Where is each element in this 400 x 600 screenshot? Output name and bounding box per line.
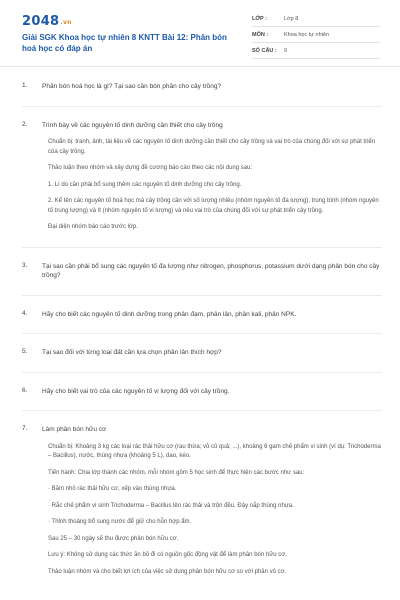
answer-paragraph: Chuẩn bị: Khoảng 3 kg các loại rác thải hữu cơ (rau thừa; vỏ củ quả; ...), khoảng 6 gam chế phẩm vi sinh (ví dụ: Trichoderma – Bacillus), nước, thùng nhựa (khoảng 5 L), dao, kéo. [48,443,381,459]
question-text: Hãy cho biết vai trò của các nguyên tố vi lượng đối với cây trồng. [42,387,230,395]
question-number: 2. [22,120,28,128]
answer-paragraph: Lưu ý: Không sử dụng các thức ăn bỏ đi có nguồn gốc động vật để làm phân bón hữu cơ. [48,552,287,558]
question-number: 3. [22,261,28,269]
header-divider [0,66,400,67]
question-item [22,348,382,373]
question-number: 4. [22,309,28,317]
logo-text: 2048 [22,14,60,29]
meta-row-subject [252,30,380,43]
question-answer [48,138,382,233]
question-item [22,262,382,296]
meta-label: MÔN : [252,32,269,38]
answer-paragraph: Sau 25 – 30 ngày sẽ thu được phân bón hữu cơ. [48,535,179,542]
question-item [22,387,382,412]
question-item [22,121,382,248]
question-item [22,425,382,591]
meta-row-class [252,14,380,27]
answer-paragraph: · Thỉnh thoảng bổ sung nước để giữ cho hỗn hợp ẩm. [48,519,192,525]
answer-paragraph: 2. Kể tên các nguyên tố hoá học mà cây trồng cần với số lượng nhiều (nhóm nguyên tố đa lượng), trung bình (nhóm nguyên tố trung lượng) và ít (nhóm nguyên tố vi lượng) và nêu vai trò của chúng đối với sự phát triển cây trồng. [48,198,379,214]
meta-label: SỐ CÂU : [252,48,277,54]
answer-paragraph: Tiến hành: Chia lớp thành các nhóm, mỗi nhóm gồm 5 học sinh để thực hiện các bước như sau: [48,469,305,476]
question-number: 7. [22,425,28,432]
meta-value: Khoa học tự nhiên [284,32,329,38]
question-text: Phân bón hoá học là gì? Tại sao cần bón phân cho cây trồng? [42,83,222,90]
document-title: Giải SGK Khoa học tự nhiên 8 KNTT Bài 12: Phân bón hoá học có đáp án [22,33,227,53]
answer-paragraph: 1. Lí do cần phải bổ sung thêm các nguyên tố dinh dưỡng cho cây trồng. [48,181,242,188]
meta-value: Lớp 8 [284,16,299,22]
meta-value: 9 [284,48,288,54]
page-header [0,0,400,64]
meta-label: LỚP : [252,16,267,22]
question-number: 5. [22,348,28,355]
question-number: 1. [22,82,28,89]
question-item [22,310,382,335]
question-text: Trình bày về các nguyên tố dinh dưỡng cần thiết cho cây trồng [42,121,223,129]
question-text: Hãy cho biết các nguyên tố dinh dưỡng trong phân đạm, phân lân, phân kali, phân NPK. [42,310,297,318]
meta-info-panel [252,14,380,62]
question-item [22,82,382,107]
meta-row-count [252,46,380,59]
answer-paragraph: · Rắc chế phẩm vi sinh Trichoderma – Bacillus lên rác thải và trộn đều. Đậy nắp thùng nhựa. [48,502,294,509]
answer-paragraph: Thảo luận theo nhóm và xây dựng đề cương báo cáo theo các nội dung sau: [48,165,253,171]
logo-suffix: .vn [60,19,72,26]
question-text: Làm phân bón hữu cơ [42,426,107,433]
answer-paragraph: Chuẩn bị: tranh, ảnh, tài liệu về các nguyên tố dinh dưỡng cần thiết cho cây trồng và vai trò của chúng đối với sự phát triển của cây trồng. [48,139,376,155]
question-answer [48,443,382,578]
answer-paragraph: Đại diện nhóm báo cáo trước lớp. [48,224,138,230]
question-number: 6. [22,386,28,394]
answer-paragraph: Thảo luận nhóm và cho biết lợi ích của việc sử dụng phân bón hữu cơ so với phân vô cơ. [48,568,287,575]
question-list [22,82,382,600]
answer-paragraph: · Băm nhỏ rác thải hữu cơ, xếp vào thùng nhựa. [48,486,177,492]
site-logo[interactable] [22,14,72,29]
question-text: Tại sao cần phải bổ sung các nguyên tố đa lượng như nitrogen, phosphorus, potassium dưới dạng phân bón cho cây trồng? [42,262,380,279]
question-text: Tại sao đối với từng loại đất cần lựa chọn phân lân thích hợp? [42,349,222,356]
